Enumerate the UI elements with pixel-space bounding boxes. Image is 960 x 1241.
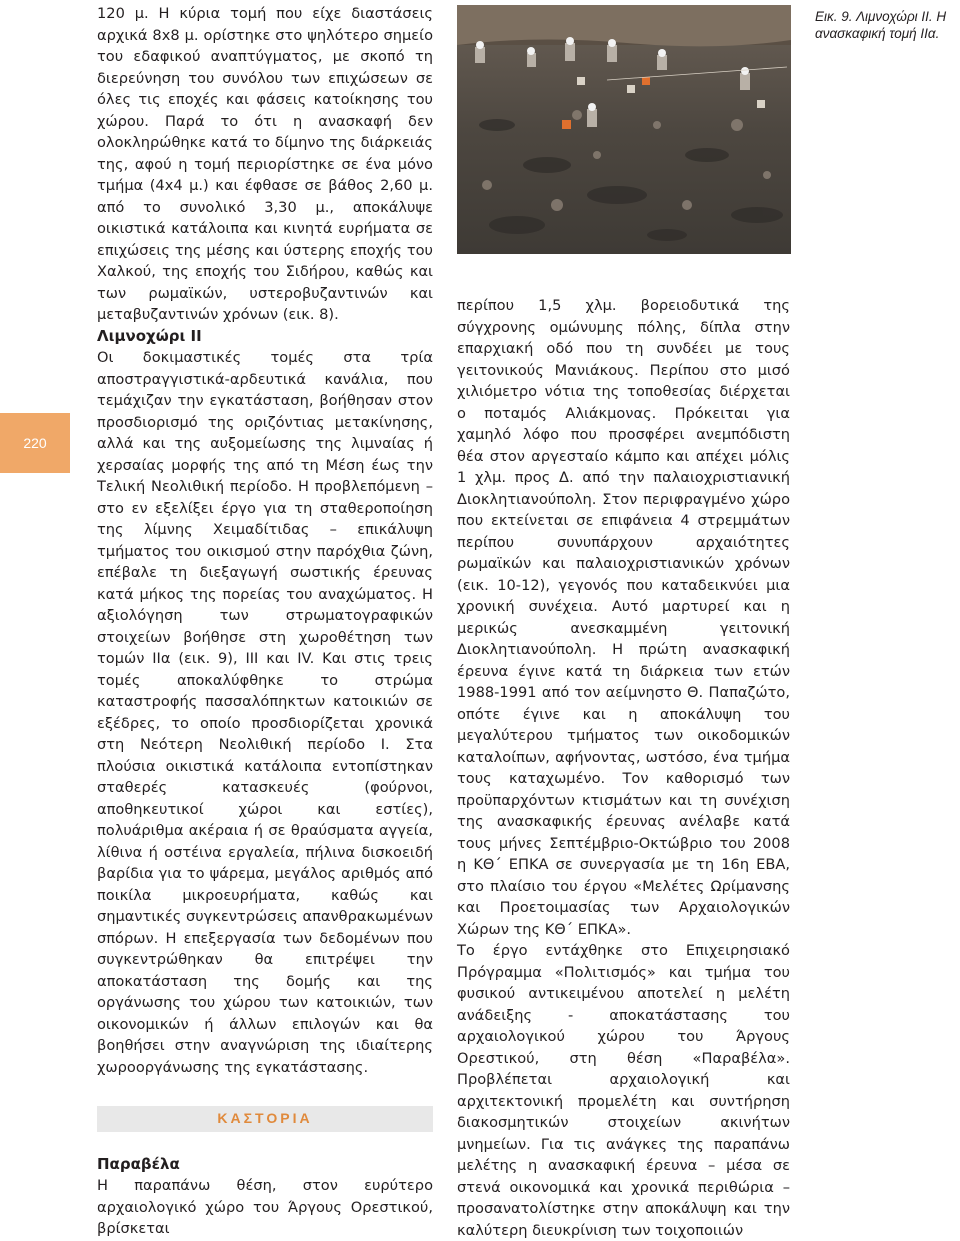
limnochori-paragraph: Οι δοκιμαστικές τομές στα τρία αποστραγγιστικά-αρδευτικά κανάλια, που τεμάχιζαν την εγκατάσταση, βοήθησαν στον προσδιορισμό της οριζόντιας μετακίνησης, αλλά και της αυξομείωσης της λιμναίας ή χερσαίας μορφής της από τη Μέση έως την Τελική Νεολιθική περίοδο. Η προβλεπόμενη – στο εν εξελίξει έργο για τη σταθεροποίηση της λίμνης Χειμαδίτιδας – επικάλυψη τμήματος του οικισμού στην παρόχθια ζώνη, επέβαλε τη διεξαγωγή σωστικής έρευνας κατά μήκος της πορείας του αναχώματος. Η αξιολόγηση των στρωματογραφικών στοιχείων βοήθησε στη χωροθέτηση των τομών ΙΙα (εικ. 9), ΙΙΙ και IV. Και στις τρεις τομές αποκαλύφθηκε το στρώμα καταστροφής πασσαλόπηκτων κατοικιών σε εξέδρες, το οποίο προσδιορίζεται χρονικά στη Νεότερη Νεολιθική περίοδο Ι. Στα πλούσια οικιστικά κατάλοιπα εντοπίστηκαν σταθερές κατασκευές (φούρνοι, αποθηκευτικοί χώροι και εστίες), πολυάριθμα ακέραια ή σε θραύσματα αγγεία, λίθινα ή οστέινα εργαλεία, πήλινα δισκοειδή βαρίδια για το ψάρεμα, μεγάλος αριθμός από ποικίλα μικροευρήματα, καθώς και σημαντικές συγκεντρώσεις απανθρακωμένων σπόρων. Η επεξεργασία των δεδομένων που συγκεντρώθηκαν θα επιτρέψει την αποκατάσταση της δομής και της οργάνωσης του χώρου των κατοικιών, των οικονομικών ή άλλων επιλογών και θα βοηθήσει στην αναγνώριση της ιδιαίτερης χωροοργάνωσης της εγκατάστασης. — [97, 349, 434, 1076]
right-column — [457, 295, 790, 1241]
paravela-paragraph: Η παραπάνω θέση, στον ευρύτερο αρχαιολογικό χώρο του Άργους Ορεστικού, βρίσκεται — [97, 1177, 433, 1237]
figure-caption: Εικ. 9. Λιμνοχώρι ΙΙ. Η ανασκαφική τομή ΙΙα. — [815, 9, 947, 41]
section-heading-limnochori: Λιμνοχώρι ΙΙ — [97, 326, 202, 345]
subheading-paravela: Παραβέλα — [97, 1154, 180, 1173]
region-banner-kastoria: ΚΑΣΤΟΡΙΑ — [97, 1106, 433, 1132]
page-number: 220 — [0, 413, 70, 473]
paravela-continued-paragraph: περίπου 1,5 χλμ. βορειοδυτικά της σύγχρονης ομώνυμης πόλης, δίπλα στην επαρχιακή οδό που τη συνδέει με τους γειτονικούς Μανιάκους. Περίπου στο μισό χιλιόμετρο νότια της τοποθεσίας διέρχεται ο ποταμός Αλιάκμονας. Πρόκειται για χαμηλό λόφο που προσφέρει ανεμπόδιστη θέα στον αργεσταίο κάμπο και απέχει μόλις 1 χλμ. προς Δ. από την παλαιοχριστιανική Διοκλητιανούπολη. Στον περιφραγμένο χώρο που εκτείνεται σε επιφάνεια 4 στρεμμάτων περίπου συνυπάρχουν αρχαιότητες ρωμαϊκών και παλαιοχριστιανικών χρόνων (εικ. 10-12), γεγονός που καταδεικνύει μια χρονική συνέχεια. Αυτό μαρτυρεί και η μερικώς ανεσκαμμένη γειτονική Διοκλητιανούπολη. Η πρώτη ανασκαφική έρευνα έγινε κατά τη διάρκεια των ετών 1988-1991 από τον αείμνηστο Θ. Παπαζώτο, οπότε έγινε και η αποκάλυψη του μεγαλύτερου τμήματος των οικοδομικών καταλοίπων, αφήνοντας, ωστόσο, ένα τμήμα τους καταχωμένο. Τον καθορισμό των προϋπαρχόντων κτισμάτων και τη συνέχιση της ανασκαφικής έρευνας ανέλαβε κατά τους μήνες Σεπτέμβριο-Οκτώβριο του 2008 η ΚΘ΄ ΕΠΚΑ σε συνεργασία με τη 16η ΕΒΑ, στο πλαίσιο του έργου «Μελέτες Ωρίμανσης και Προετοιμασίας των Αρχαιολογικών Χώρων της ΚΘ΄ ΕΠΚΑ». — [457, 297, 790, 938]
project-paragraph: Το έργο εντάχθηκε στο Επιχειρησιακό Πρόγραμμα «Πολιτισμός» και τμήμα του φυσικού αντικειμένου αποτελεί η μελέτη ανάδειξης - αποκατάστασης του αρχαιολογικού χώρου του Άργους Ορεστικού, στη θέση «Παραβέλα». Προβλέπεται αρχαιολογική και αρχιτεκτονική προμελέτη και συντήρηση διακοσμητικών στοιχείων ακινήτων μνημείων. Για τις ανάγκες της παραπάνω μελέτης η ανασκαφική έρευνα – μέσα σε στενά οικονομικά και χρονικά περιθώρια – προσανατολίστηκε στην αποκάλυψη και την καλύτερη διευκρίνιση των τοιχοποιιών — [457, 942, 790, 1239]
left-column — [97, 3, 433, 1240]
intro-paragraph: 120 μ. Η κύρια τομή που είχε διαστάσεις αρχικά 8x8 μ. ορίστηκε στο ψηλότερο σημείο του εδαφικού αναπτύγματος, με σκοπό τη διερεύνηση του συνόλου των επιχώσεων σε όλες τις εποχές και φάσεις κατοίκησης του χώρου. Παρά το ότι η ανασκαφή δεν ολοκληρώθηκε κατά το δίμηνο της διάρκειάς της, αφού η τομή περιορίστηκε σε ένα μόνο τμήμα (4x4 μ.) και έφθασε σε βάθος 2,60 μ. από το συνολικό 3,30 μ., αποκάλυψε οικιστικά κατάλοιπα και κινητά ευρήματα σε επιχώσεις της μέσης και ύστερης εποχής του Χαλκού, της εποχής του Σιδήρου, καθώς και των ρωμαϊκών, υστεροβυζαντινών και μεταβυζαντινών χρόνων (εικ. 8). — [97, 5, 433, 323]
excavation-photo — [457, 5, 791, 254]
